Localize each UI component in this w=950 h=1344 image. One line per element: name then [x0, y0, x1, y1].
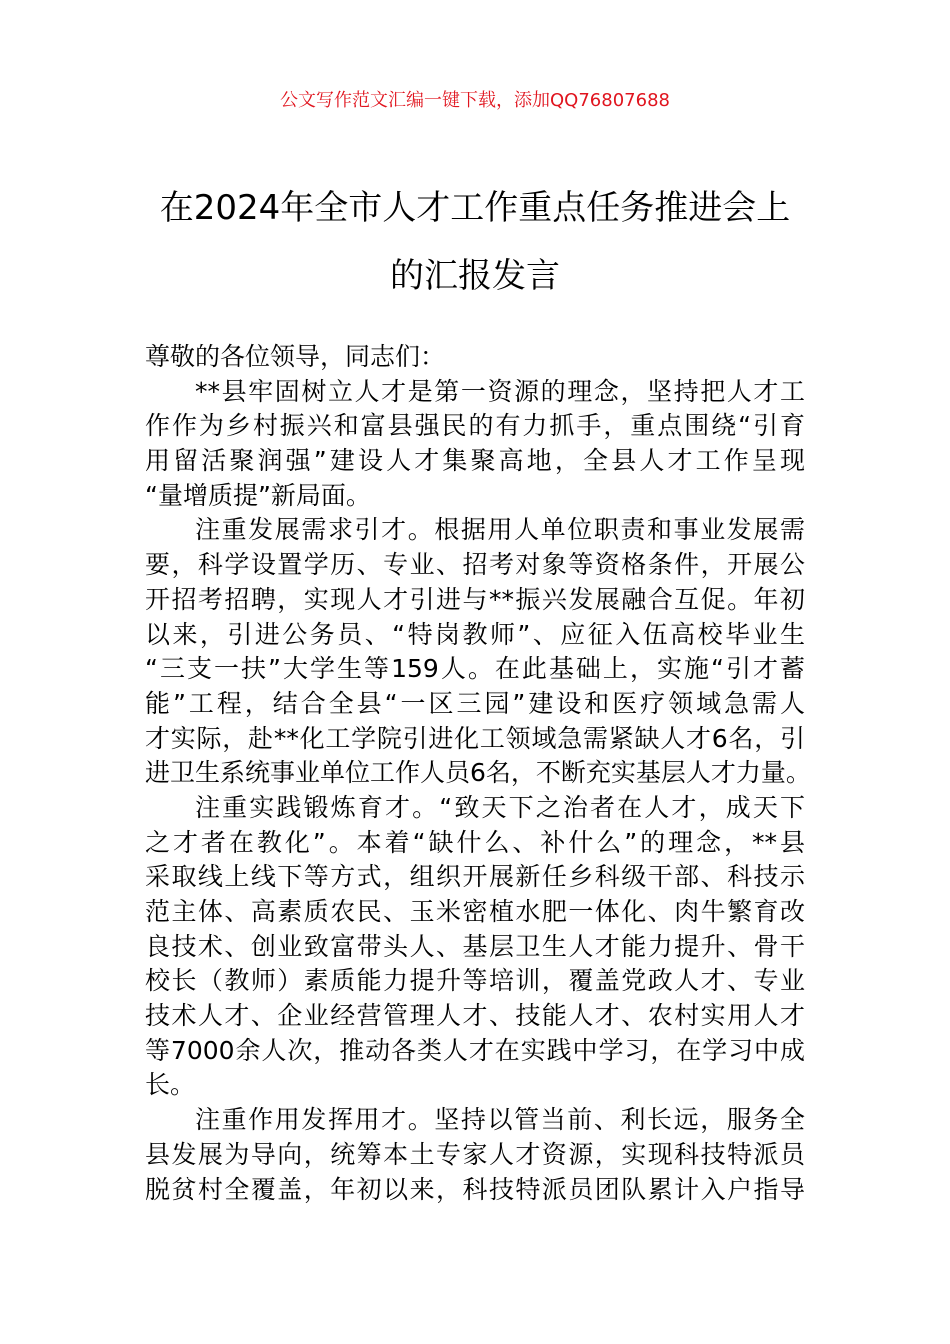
paragraph-0-line: 尊敬的各位领导，同志们： — [145, 342, 446, 371]
paragraph-1-line: 用留活聚润强”建设人才集聚高地，全县人才工作呈现 — [145, 446, 805, 476]
paragraph-3-line: 校长（教师）素质能力提升等培训，覆盖党政人才、专业 — [145, 966, 805, 996]
paragraph-2-line: 进卫生系统事业单位工作人员6名，不断充实基层人才力量。 — [145, 758, 811, 788]
document-title-line-1: 在2024年全市人才工作重点任务推进会上 — [159, 188, 791, 228]
paragraph-2-line: 能”工程，结合全县“一区三园”建设和医疗领域急需人 — [145, 688, 805, 718]
paragraph-2-line: 才实际，赴**化工学院引进化工领域急需紧缺人才6名，引 — [145, 723, 805, 753]
paragraph-1-line: **县牢固树立人才是第一资源的理念，坚持把人才工 — [195, 376, 805, 406]
paragraph-2-line: 以来，引进公务员、“特岗教师”、应征入伍高校毕业生 — [145, 619, 805, 649]
paragraph-4-line: 注重作用发挥用才。坚持以管当前、利长远，服务全 — [195, 1105, 805, 1135]
paragraph-1-line: “量增质提”新局面。 — [145, 480, 371, 510]
paragraph-3-line: 注重实践锻炼育才。“致天下之治者在人才，成天下 — [195, 792, 805, 822]
paragraph-3-line: 之才者在教化”。本着“缺什么、补什么”的理念，**县 — [145, 827, 805, 857]
paragraph-2-line: 要，科学设置学历、专业、招考对象等资格条件，开展公 — [145, 550, 805, 580]
paragraph-3-line: 范主体、高素质农民、玉米密植水肥一体化、肉牛繁育改 — [145, 897, 805, 926]
paragraph-4-line: 县发展为导向，统筹本土专家人才资源，实现科技特派员 — [145, 1139, 805, 1169]
paragraph-2-line: 开招考招聘，实现人才引进与**振兴发展融合互促。年初 — [145, 584, 805, 614]
paragraph-1-line: 作作为乡村振兴和富县强民的有力抓手，重点围绕“引育 — [145, 411, 805, 441]
paragraph-3-line: 良技术、创业致富带头人、基层卫生人才能力提升、骨干 — [145, 931, 805, 961]
watermark-header: 公文写作范文汇编一键下载，添加QQ76807688 — [280, 90, 670, 111]
document-title-line-2: 的汇报发言 — [390, 256, 560, 296]
paragraph-3-line: 采取线上线下等方式，组织开展新任乡科级干部、科技示 — [145, 862, 805, 892]
document-body — [145, 340, 811, 1207]
paragraph-4-line: 脱贫村全覆盖，年初以来，科技特派员团队累计入户指导 — [145, 1174, 805, 1204]
paragraph-3-line: 等7000余人次，推动各类人才在实践中学习，在学习中成 — [145, 1035, 805, 1065]
paragraph-2-line: “三支一扶”大学生等159人。在此基础上，实施“引才蓄 — [145, 654, 805, 684]
paragraph-3-line: 长。 — [145, 1070, 196, 1100]
paragraph-3-line: 技术人才、企业经营管理人才、技能人才、农村实用人才 — [145, 1001, 805, 1031]
paragraph-2-line: 注重发展需求引才。根据用人单位职责和事业发展需 — [195, 515, 805, 545]
